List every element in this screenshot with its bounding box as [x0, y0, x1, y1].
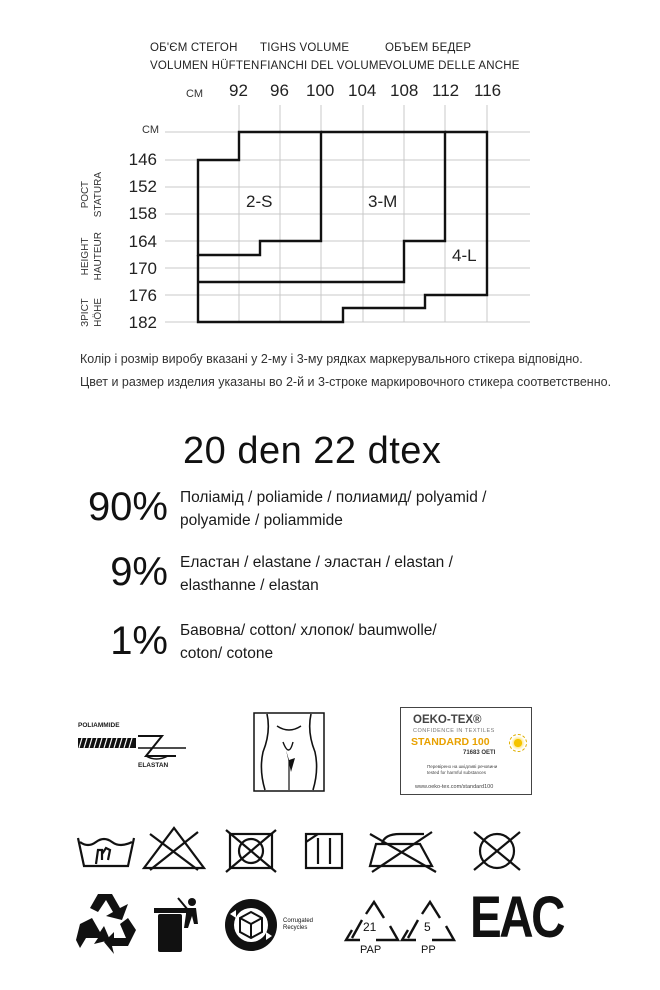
height-label-rost: РОСТ — [80, 180, 91, 209]
fiber-logo-bottom-label: ELASTAN — [138, 762, 169, 769]
hip-value-96: 96 — [270, 81, 289, 100]
recycle-icon — [76, 894, 136, 954]
composition-percent-elastane: 9% — [110, 550, 168, 594]
tights-icon — [253, 712, 325, 792]
care-symbols — [0, 820, 660, 880]
composition-percent-polyamide: 90% — [87, 485, 168, 529]
pap-label: PAP — [360, 944, 382, 956]
hip-value-100: 100 — [306, 81, 335, 100]
composition-polyamide-line1: Поліамід / poliamide / полиамид/ polyamid / — [180, 489, 487, 506]
size-label-2s: 2-S — [246, 192, 273, 211]
header-hips-ru: ОБЪЕМ БЕДЕР — [385, 42, 472, 54]
pap-number: 21 — [363, 920, 377, 934]
oeko-title: OEKO-TEX® — [413, 714, 482, 726]
oeko-url: www.oeko-tex.com/standard100 — [415, 784, 494, 790]
hip-value-104: 104 — [348, 81, 377, 100]
height-label-zrist: ЗРІСТ — [80, 298, 91, 327]
pp-label: PP — [421, 944, 436, 956]
oeko-tested-ua: Перевірено на шкідливі речовини — [427, 764, 498, 769]
composition-elastane-line1: Еластан / elastane / эластан / elastan / — [180, 554, 453, 571]
no-dry-clean-icon — [474, 832, 520, 870]
grid-lines — [165, 105, 530, 322]
height-unit: СМ — [142, 124, 159, 136]
no-iron-icon — [370, 832, 436, 872]
header-hips-de: VOLUMEN HÜFTEN — [150, 60, 260, 72]
header-hips-ua: ОБ'ЄМ СТЕГОН — [150, 42, 238, 54]
hand-wash-icon — [78, 838, 134, 866]
oeko-flower-icon — [509, 734, 527, 752]
header-hips-it2: VOLUME DELLE ANCHE — [385, 60, 520, 72]
density-title: 20 den 22 dtex — [183, 430, 442, 472]
hip-value-108: 108 — [390, 81, 419, 100]
height-label-hauteur: HAUTEUR — [93, 232, 104, 281]
corrugated-label: Corrugated Recycles — [283, 918, 314, 931]
fiber-wave-icon — [78, 736, 186, 759]
height-value-146: 146 — [128, 150, 157, 169]
hip-value-112: 112 — [432, 81, 460, 100]
no-tumble-dry-icon — [226, 830, 276, 872]
trash-bin-icon — [154, 898, 198, 952]
oeko-code: 71683 OETI — [463, 750, 496, 756]
hip-unit: СМ — [186, 88, 203, 100]
height-value-176: 176 — [128, 286, 157, 305]
height-value-164: 164 — [128, 232, 157, 251]
height-label-height: HEIGHT — [80, 237, 91, 276]
note-ru: Цвет и размер изделия указаны во 2-й и 3-строке маркировочного стикера соответственно. — [80, 375, 612, 389]
composition-cotton-line1: Бавовна/ cotton/ хлопок/ baumwolle/ — [180, 622, 437, 639]
fiber-logo-top-label: POLIAMMIDE — [78, 722, 120, 729]
oeko-tex-label — [400, 707, 532, 795]
header-hips-en: TIGHS VOLUME — [260, 42, 350, 54]
oeko-tested-en: tested for harmful substances — [427, 770, 487, 775]
note-ua: Колір і розмір виробу вказані у 2-му і 3-му рядках маркерувального стікера відповідно. — [80, 352, 583, 366]
height-value-158: 158 — [128, 204, 157, 223]
no-bleach-icon — [144, 828, 204, 870]
oeko-subtitle: CONFIDENCE IN TEXTILES — [413, 728, 495, 734]
size-label-4l: 4-L — [452, 246, 477, 265]
composition-cotton-line2: coton/ cotone — [180, 645, 274, 662]
eac-mark: EAC — [470, 885, 564, 950]
header-hips-it: FIANCHI DEL VOLUME — [260, 60, 387, 72]
corrugated-recycle-icon — [225, 899, 277, 951]
composition-percent-cotton: 1% — [110, 619, 168, 663]
oeko-standard: STANDARD 100 — [411, 736, 490, 748]
height-value-182: 182 — [128, 313, 157, 332]
hip-value-92: 92 — [229, 81, 248, 100]
height-value-170: 170 — [128, 259, 157, 278]
pp-number: 5 — [424, 920, 431, 934]
size-label-3m: 3-M — [368, 192, 398, 211]
height-value-152: 152 — [128, 177, 157, 196]
height-label-hohe: HÖHE — [93, 298, 104, 327]
line-dry-icon — [306, 834, 342, 868]
size-chart-grid — [0, 0, 660, 340]
hip-value-116: 116 — [474, 81, 502, 100]
composition-polyamide-line2: polyamide / poliammide — [180, 512, 343, 529]
composition-elastane-line2: elasthanne / elastan — [180, 577, 319, 594]
height-label-statura: STATURA — [93, 172, 104, 218]
